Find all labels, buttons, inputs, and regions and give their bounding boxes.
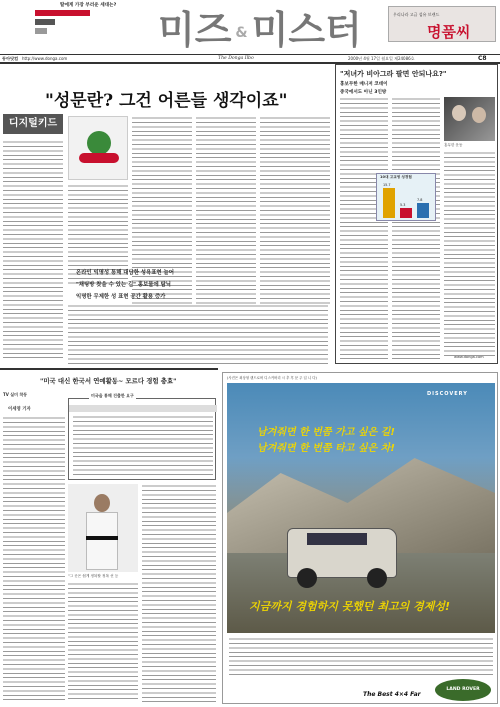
masthead-ad [388,6,496,42]
ad-model: The Best 4×4 Far [363,691,421,698]
main-story [0,64,333,364]
teen-chart-value: 7.8 [417,198,423,203]
bottom-story [0,368,218,704]
bottom-kicker: TV 실미 착동 [3,392,28,397]
mini-chart-title: 딸에게 가장 부러운 세대는? [60,3,117,8]
bottom-photo-caption: "그 곳은 쉽게 정복할 정복 선 등 [68,574,119,578]
mini-chart [35,2,155,40]
side-byline[interactable]: www.donga.com [454,355,484,359]
masthead-ad-logo: 명품씨 [427,23,471,41]
ad-car-window [307,533,367,545]
bottom-photo-head [94,494,110,512]
side-story [335,64,498,364]
bottom-col-1 [3,416,65,702]
masthead-title [158,8,362,52]
ad-headline-2: 남겨줘면 한 번쯤 타고 싶은 차! [257,443,395,454]
digital-kid-logo [3,114,63,134]
body-col-4 [196,116,256,306]
bottom-table-body [73,415,213,477]
side-photo-caption: 홍무한 운동 [444,143,463,147]
mini-chart-bar [35,10,90,16]
teen-chart-title: 10대 고교생 성경험 [380,175,412,179]
side-photo-face-2 [472,107,486,123]
body-col-1 [3,140,63,360]
side-col-2 [392,97,440,359]
side-photo [444,97,495,141]
digital-kid-logo-text: 디지털키드 [8,118,58,129]
bottom-col-2 [68,582,138,702]
ad-car-wheel-front [297,568,317,588]
teen-chart-bars [383,184,433,218]
side-col-1 [340,97,388,359]
body-col-3 [132,116,192,306]
landrover-ad [222,372,498,704]
subhead-1: 온라인 익명성 통해 대담한 성욕표현 늘어 [76,270,174,276]
side-col-3 [444,151,495,359]
teen-chart-bar [383,188,395,218]
ad-fineprint [229,637,493,677]
page-number: C8 [478,55,487,62]
subhead-2: "채팅방 찾을 수 있는 길" 홍보물에 탐닉 [76,282,171,288]
teen-chart-value: 5.3 [400,202,406,207]
bottom-table-header-row [69,405,217,412]
teen-chart-value: 15.7 [383,183,391,187]
bottom-table-title: 미국을 통해 진출한 요구 [91,393,134,398]
bottom-photo [68,484,138,572]
site-url[interactable]: http://www.donga.com [22,56,68,61]
masthead-title-right: 미스터 [251,8,362,52]
bottom-photo-belt [86,536,118,540]
illustration-figure [87,131,111,155]
masthead-ad-text: 우리나라 고급 섬유 브랜드 [393,12,440,17]
mini-chart-bars [35,10,95,40]
side-photo-face [452,105,466,121]
paper-name: The Donga Ilbo [218,56,254,61]
side-headline: "저녀가 비아그라 팔면 안되나요?" [340,70,447,78]
ad-photo [227,383,495,633]
subhead-3: 익명한 무제한 성 표현 공간 활용 증가 [76,294,166,300]
ad-brand: LAND ROVER [446,687,480,692]
mini-chart-bar [35,28,47,34]
ad-discovery-label: DISCOVERY [427,391,468,397]
side-subhead: 홍보무한 매니저 코데이 [340,82,388,87]
masthead-ampersand: & [235,24,248,41]
ad-brand-badge [435,679,491,701]
ad-slogan: 지금까지 경험하지 못했던 최고의 경제성! [249,600,450,613]
masthead [0,0,500,62]
teen-chart [376,173,436,221]
body-col-6 [68,304,328,364]
bottom-photo-body [86,512,118,570]
illustration [68,116,128,180]
main-headline: "성문란? 그건 어른들 생각이죠" [45,91,288,111]
section-tag: 동아닷컴 [2,56,19,61]
side-subhead-2: 중국에서도 아닌 3인방 [340,90,387,95]
body-col-5 [260,116,330,306]
bottom-table [68,393,216,480]
bottom-byline: 이세영 기자 [8,407,31,412]
mini-chart-bar [35,19,55,25]
bottom-col-3 [142,484,216,702]
teen-chart-bar [400,208,412,218]
issue-info: 2000년 4월 17일 월요일 제24086호 [348,56,415,61]
bottom-headline: "미국 대신 한국서 연예활동~ 모르다 경험 충효" [40,377,177,385]
teen-chart-bar [417,203,429,218]
ad-tagline: (사진은 최상형 랜드로버 디스커버리 시 추 후 문 주 입 니 다) [227,376,317,380]
masthead-rule [0,54,500,55]
ad-headline-1: 남겨줘면 한 번쯤 가고 싶은 길! [257,427,395,438]
masthead-title-left: 미즈 [158,8,232,52]
illustration-hands [79,153,119,163]
ad-car-wheel-back [367,568,387,588]
